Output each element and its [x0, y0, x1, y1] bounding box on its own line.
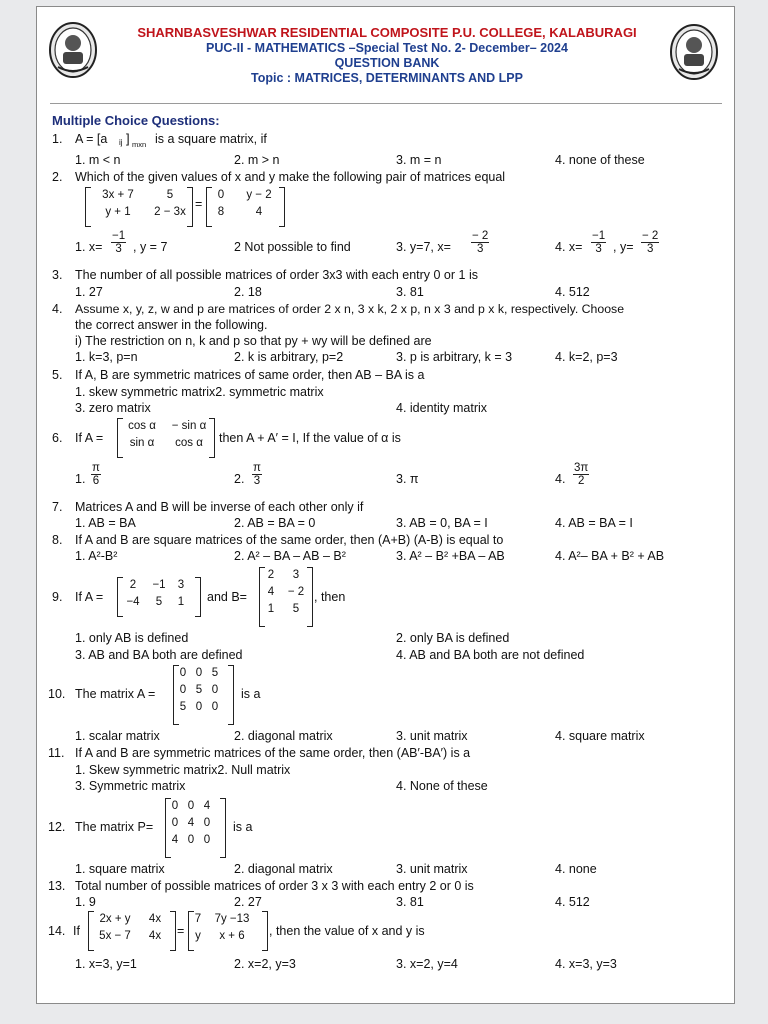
q10-number: 10. [48, 687, 66, 701]
q3-option-1: 1. 27 [75, 285, 103, 299]
q2-option-4-a: 4. x= [555, 240, 583, 254]
q2-number: 2. [52, 170, 63, 184]
q10-cell: 0 [195, 667, 203, 679]
q12-option-2: 2. diagonal matrix [234, 862, 333, 876]
q4-option-1: 1. k=3, p=n [75, 350, 138, 364]
q9-matrix-b [261, 569, 311, 615]
q11-options-1-2: 1. Skew symmetric matrix2. Null matrix [75, 763, 291, 777]
q2-matrix-2 [209, 189, 285, 218]
q12-cell: 0 [171, 817, 179, 829]
q2-option-3: 3. y=7, x= [396, 240, 451, 254]
q14-m1-cell: 4x [148, 913, 162, 925]
q9-post: , then [314, 590, 346, 604]
q4-option-3: 3. p is arbitrary, k = 3 [396, 350, 513, 364]
q9-number: 9. [52, 590, 63, 604]
q12-cell: 0 [203, 834, 211, 846]
q13-option-2: 2. 27 [234, 895, 262, 909]
q1-subscript: ij [119, 138, 123, 147]
q14-option-3: 3. x=2, y=4 [396, 957, 458, 971]
q9-matrix-a [120, 579, 190, 608]
q5-option-4: 4. identity matrix [396, 401, 488, 415]
q14-matrix-2 [190, 913, 258, 942]
q14-m2-cell: 7 [194, 913, 202, 925]
fraction-numerator: 3π [574, 462, 589, 474]
q7-text: Matrices A and B will be inverse of each other only if [75, 500, 364, 514]
q9-b-cell: 3 [292, 569, 300, 581]
q12-cell: 0 [171, 800, 179, 812]
q10-cell: 0 [211, 684, 219, 696]
q8-option-1: 1. A²-B² [75, 549, 118, 563]
q10-cell: 0 [179, 684, 187, 696]
q10-cell: 5 [195, 684, 203, 696]
q10-pre: The matrix A = [75, 687, 156, 701]
q2-m2-cell: y − 2 [246, 189, 272, 201]
q9-a-right-bracket [195, 577, 201, 617]
q14-pre: If [73, 924, 80, 938]
q14-equals: = [177, 924, 185, 938]
q1-text-b: is a square matrix, if [155, 132, 267, 146]
q3-option-4: 4. 512 [555, 285, 590, 299]
q12-number: 12. [48, 820, 66, 834]
q10-matrix [175, 667, 223, 713]
q9-b-cell: 2 [267, 569, 275, 581]
q1-bracket: ] [126, 131, 130, 146]
q1-option-3: 3. m = n [396, 153, 442, 167]
q6-matrix [120, 420, 214, 449]
q14-m2-cell: y [195, 930, 201, 942]
q6-option-3: 3. π [396, 472, 419, 486]
q8-option-2: 2. A² – BA – AB – B² [234, 549, 346, 563]
q7-option-1: 1. AB = BA [75, 516, 136, 530]
q9-option-1: 1. only AB is defined [75, 631, 189, 645]
q9-a-cell: 3 [177, 579, 185, 591]
q9-a-cell: −1 [152, 579, 166, 591]
fraction-denominator: 3 [595, 243, 602, 255]
q14-m2-cell: 7y −13 [214, 913, 250, 925]
q6-cell: sin α [129, 437, 155, 449]
q10-option-3: 3. unit matrix [396, 729, 468, 743]
q1-subscript-order: mxn [132, 140, 147, 149]
fraction-numerator: −1 [592, 230, 606, 242]
fraction-numerator: − 2 [472, 230, 489, 242]
q2-m1-cell: 3x + 7 [102, 189, 134, 201]
q10-cell: 5 [211, 667, 219, 679]
college-name: SHARNBASVESHWAR RESIDENTIAL COMPOSITE P.U. COLLEGE, KALABURAGI [137, 25, 637, 40]
q10-option-4: 4. square matrix [555, 729, 645, 743]
fraction-numerator: −1 [112, 230, 126, 242]
q6-post: then A + A′ = I, If the value of α is [219, 431, 401, 445]
q3-text: The number of all possible matrices of order 3x3 with each entry 0 or 1 is [75, 268, 478, 282]
q8-option-4: 4. A²– BA + B² + AB [555, 549, 665, 563]
q6-number: 6. [52, 431, 63, 445]
q10-option-1: 1. scalar matrix [75, 729, 160, 743]
q3-number: 3. [52, 268, 63, 282]
q4-number: 4. [52, 302, 63, 316]
q12-post: is a [233, 820, 253, 834]
fraction-numerator: − 2 [642, 230, 659, 242]
q10-right-bracket [228, 665, 234, 725]
q4-line-3: i) The restriction on n, k and p so that py + wy will be defined are [75, 334, 432, 348]
q12-pre: The matrix P= [75, 820, 154, 834]
q6-option-2: 2. [234, 472, 245, 486]
q1-option-2: 2. m > n [234, 153, 280, 167]
q2-matrix-1 [89, 189, 193, 218]
fraction-denominator: 3 [476, 243, 484, 255]
q9-a-cell: 5 [155, 596, 163, 608]
paper-header [37, 7, 734, 99]
q3-option-3: 3. 81 [396, 285, 424, 299]
q12-option-3: 3. unit matrix [396, 862, 468, 876]
q13-text: Total number of possible matrices of order 3 x 3 with each entry 2 or 0 is [75, 879, 474, 893]
q14-m1-cell: 4x [148, 930, 162, 942]
q6-cell: − sin α [171, 420, 207, 432]
q8-option-3: 3. A² – B² +BA – AB [396, 549, 505, 563]
test-title: PUC-II - MATHEMATICS –Special Test No. 2- December– 2024 [206, 41, 568, 55]
q13-option-1: 1. 9 [75, 895, 96, 909]
q2-option-3-fraction [471, 230, 489, 255]
q2-m1-cell: 5 [166, 189, 174, 201]
q9-b-cell: 5 [292, 603, 300, 615]
q6-pre: If A = [75, 431, 104, 445]
bank-title: QUESTION BANK [334, 56, 440, 70]
q6-right-bracket [209, 418, 215, 458]
q2-m2-right-bracket [279, 187, 285, 227]
q8-number: 8. [52, 533, 63, 547]
q12-cell: 0 [203, 817, 211, 829]
q11-option-4: 4. None of these [396, 779, 488, 793]
q10-cell: 0 [179, 667, 187, 679]
q2-option-1-b: , y = 7 [133, 240, 168, 254]
q7-option-3: 3. AB = 0, BA = I [396, 516, 488, 530]
q9-a-cell: −4 [126, 596, 140, 608]
q14-m1-cell: 5x − 7 [99, 930, 131, 942]
q10-post: is a [241, 687, 261, 701]
q5-text: If A, B are symmetric matrices of same order, then AB – BA is a [75, 368, 425, 382]
q14-m1-right-bracket [170, 911, 176, 951]
q1-text-a: A = [a [75, 132, 108, 146]
q10-cell: 0 [211, 701, 219, 713]
q2-option-4-b: , y= [613, 240, 634, 254]
q7-option-4: 4. AB = BA = I [555, 516, 633, 530]
q14-number: 14. [48, 924, 66, 938]
q2-m2-cell: 8 [217, 206, 225, 218]
fraction-denominator: 3 [115, 243, 122, 255]
q14-post: , then the value of x and y is [269, 924, 425, 938]
q1-number: 1. [52, 132, 63, 146]
q9-option-3: 3. AB and BA both are defined [75, 648, 243, 662]
q9-option-4: 4. AB and BA both are not defined [396, 648, 585, 662]
q9-b-cell: − 2 [287, 586, 305, 598]
q11-number: 11. [48, 746, 65, 760]
q2-m1-right-bracket [187, 187, 193, 227]
q13-option-4: 4. 512 [555, 895, 590, 909]
q2-option-2: 2 Not possible to find [234, 240, 351, 254]
q12-cell: 4 [187, 817, 195, 829]
q1-option-4: 4. none of these [555, 153, 645, 167]
q4-line-1: Assume x, y, z, w and p are matrices of order 2 x n, 3 x k, 2 x p, n x 3 and p x k, respectively. Choose [75, 302, 625, 316]
q9-pre: If A = [75, 590, 104, 604]
q2-m1-cell: 2 − 3x [154, 206, 186, 218]
q2-option-1-a: 1. x= [75, 240, 103, 254]
q12-cell: 0 [187, 800, 195, 812]
q10-cell: 5 [179, 701, 187, 713]
q12-option-1: 1. square matrix [75, 862, 165, 876]
q12-right-bracket [220, 798, 226, 858]
fraction-denominator: 3 [253, 475, 261, 487]
q11-text: If A and B are symmetric matrices of the same order, then (AB′-BA′) is a [75, 746, 471, 760]
q2-option-4-fraction-x [591, 230, 606, 255]
q2-option-1-fraction [111, 230, 126, 255]
q12-option-4: 4. none [555, 862, 597, 876]
q4-line-2: the correct answer in the following. [75, 318, 268, 332]
q14-option-2: 2. x=2, y=3 [234, 957, 296, 971]
q6-option-4: 4. [555, 472, 566, 486]
section-title: Multiple Choice Questions: [52, 113, 220, 128]
q12-cell: 4 [171, 834, 179, 846]
q9-mid: and B= [207, 590, 247, 604]
q6-option-1-fraction [91, 462, 101, 487]
q7-option-2: 2. AB = BA = 0 [234, 516, 316, 530]
q14-m1-cell: 2x + y [99, 913, 131, 925]
question-paper [36, 6, 735, 1004]
q13-option-3: 3. 81 [396, 895, 424, 909]
q6-option-2-fraction [252, 462, 262, 487]
fraction-numerator: π [92, 462, 100, 474]
q1-option-1: 1. m < n [75, 153, 121, 167]
q12-cell: 4 [203, 800, 211, 812]
q2-text: Which of the given values of x and y make the following pair of matrices equal [75, 170, 506, 184]
topic-title: Topic : MATRICES, DETERMINANTS AND LPP [251, 71, 523, 85]
q2-option-4-fraction-y [641, 230, 659, 255]
q14-option-1: 1. x=3, y=1 [75, 957, 137, 971]
q14-m2-right-bracket [262, 911, 268, 951]
q7-number: 7. [52, 500, 63, 514]
q2-m1-cell: y + 1 [105, 206, 131, 218]
fraction-denominator: 6 [92, 475, 100, 487]
q14-m2-cell: x + 6 [219, 930, 245, 942]
q2-m2-cell: 4 [255, 206, 263, 218]
q4-option-4: 4. k=2, p=3 [555, 350, 618, 364]
q10-option-2: 2. diagonal matrix [234, 729, 333, 743]
q6-option-1: 1. [75, 472, 86, 486]
header-divider [50, 103, 722, 104]
q13-number: 13. [48, 879, 66, 893]
q10-cell: 0 [195, 701, 203, 713]
fraction-denominator: 2 [577, 475, 585, 487]
q9-b-cell: 4 [267, 586, 275, 598]
q3-option-2: 2. 18 [234, 285, 262, 299]
q5-option-3: 3. zero matrix [75, 401, 151, 415]
q9-a-cell: 2 [129, 579, 137, 591]
q6-cell: cos α [128, 420, 156, 432]
q12-matrix [167, 800, 215, 846]
q2-equals: = [195, 197, 203, 211]
fraction-denominator: 3 [646, 243, 654, 255]
q9-option-2: 2. only BA is defined [396, 631, 510, 645]
q5-options-1-2: 1. skew symmetric matrix2. symmetric matrix [75, 385, 324, 399]
college-emblem-left [48, 21, 98, 79]
q9-a-cell: 1 [177, 596, 185, 608]
q11-option-3: 3. Symmetric matrix [75, 779, 186, 793]
q6-option-4-fraction [573, 462, 589, 487]
q9-b-cell: 1 [267, 603, 275, 615]
q14-option-4: 4. x=3, y=3 [555, 957, 617, 971]
q12-cell: 0 [187, 834, 195, 846]
q2-m2-cell: 0 [217, 189, 225, 201]
q8-text: If A and B are square matrices of the same order, then (A+B) (A-B) is equal to [75, 533, 504, 547]
fraction-numerator: π [253, 462, 261, 474]
q6-cell: cos α [175, 437, 203, 449]
q9-b-right-bracket [307, 567, 313, 627]
q4-option-2: 2. k is arbitrary, p=2 [234, 350, 344, 364]
q5-number: 5. [52, 368, 63, 382]
q14-matrix-1 [90, 913, 170, 942]
